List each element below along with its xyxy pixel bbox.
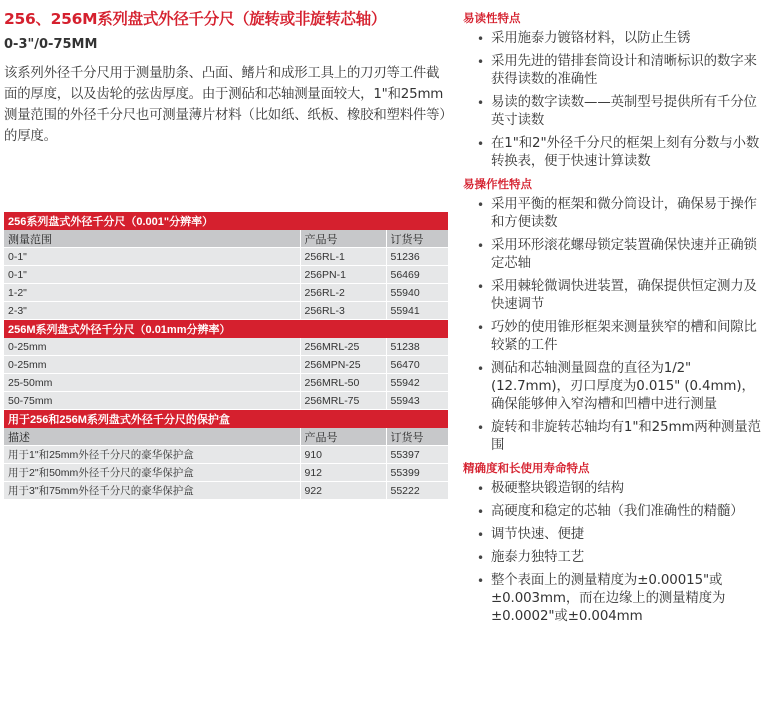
cell-range: 0-25mm (4, 356, 300, 374)
cell-order-no: 55943 (386, 392, 448, 410)
list-item: • 施泰力独特工艺 (463, 549, 763, 567)
list-item: • 高硬度和稳定的芯轴（我们准确性的精髓） (463, 503, 763, 521)
cell-product-no: 256PN-1 (300, 266, 386, 284)
list-item: • 采用环形滚花螺母锁定装置确保快速并正确锁定芯轴 (463, 237, 763, 273)
list-item: • 调节快速、便捷 (463, 526, 763, 544)
cell-description: 用于1"和25mm外径千分尺的豪华保护盒 (4, 446, 300, 464)
cell-product-no: 912 (300, 464, 386, 482)
cell-product-no: 256RL-1 (300, 248, 386, 266)
cell-range: 1-2" (4, 284, 300, 302)
operability-title: 易操作性特点 (463, 177, 532, 191)
section-title: 用于256和256M系列盘式外径千分尺的保护盒 (4, 410, 448, 429)
accuracy-title: 精确度和长使用寿命特点 (463, 461, 590, 475)
table-row (4, 338, 448, 356)
cell-order-no: 55397 (386, 446, 448, 464)
table-row (4, 356, 448, 374)
product-intro (4, 8, 452, 147)
list-item: • 旋转和非旋转芯轴均有1"和25mm两种测量范围 (463, 419, 763, 455)
cell-order-no: 55940 (386, 284, 448, 302)
cell-order-no: 55942 (386, 374, 448, 392)
cell-product-no: 256RL-3 (300, 302, 386, 320)
readability-title: 易读性特点 (463, 11, 521, 25)
cell-order-no: 55941 (386, 302, 448, 320)
table-row (4, 302, 448, 320)
cell-order-no: 51236 (386, 248, 448, 266)
cell-product-no: 910 (300, 446, 386, 464)
column-header-range: 测量范围 (4, 230, 300, 248)
cell-product-no: 922 (300, 482, 386, 500)
cell-product-no: 256RL-2 (300, 284, 386, 302)
readability-list (463, 30, 763, 171)
cell-order-no: 56470 (386, 356, 448, 374)
cell-order-no: 51238 (386, 338, 448, 356)
cell-range: 25-50mm (4, 374, 300, 392)
spec-table (4, 212, 448, 500)
section-header-256 (4, 212, 448, 230)
product-description: 该系列外径千分尺用于测量肋条、凸面、鳍片和成形工具上的刀刃等工件截面的厚度，以及齿轮的弦齿厚度。由于测砧和芯轴测量面较大，1"和25mm测量范围的外径千分尺也可测量薄片材料（比如纸、纸板、橡胶和塑料件等）的厚度。 (4, 66, 446, 144)
cell-product-no: 256MRL-75 (300, 392, 386, 410)
cell-order-no: 55399 (386, 464, 448, 482)
table-row (4, 446, 448, 464)
cell-description: 用于3"和75mm外径千分尺的豪华保护盒 (4, 482, 300, 500)
cell-product-no: 256MRL-25 (300, 338, 386, 356)
cell-product-no: 256MRL-50 (300, 374, 386, 392)
cell-order-no: 55222 (386, 482, 448, 500)
list-item: • 在1"和2"外径千分尺的框架上刻有分数与小数转换表，便于快速计算读数 (463, 135, 763, 171)
cell-product-no: 256MPN-25 (300, 356, 386, 374)
list-item: • 采用先进的错排套筒设计和清晰标识的数字来获得读数的准确性 (463, 53, 763, 89)
table-row (4, 248, 448, 266)
column-header-row (4, 428, 448, 446)
column-header-product-no: 产品号 (300, 428, 386, 446)
product-title: 256、256M系列盘式外径千分尺（旋转或非旋转芯轴） (4, 10, 387, 28)
table-row (4, 284, 448, 302)
table-row (4, 374, 448, 392)
table-row (4, 464, 448, 482)
table-row (4, 266, 448, 284)
cell-order-no: 56469 (386, 266, 448, 284)
list-item: • 采用平衡的框架和微分筒设计，确保易于操作和方便读数 (463, 196, 763, 232)
accuracy-list (463, 480, 763, 626)
column-header-product-no: 产品号 (300, 230, 386, 248)
features-column (463, 8, 763, 631)
list-item: • 整个表面上的测量精度为±0.00015"或±0.003mm，而在边缘上的测量精度为±0.0002"或±0.004mm (463, 572, 763, 626)
cell-range: 0-1" (4, 266, 300, 284)
list-item: • 测砧和芯轴测量圆盘的直径为1/2"(12.7mm)，刃口厚度为0.015" (0.4mm)，确保能够伸入窄沟槽和凹槽中进行测量 (463, 360, 763, 414)
cell-range: 2-3" (4, 302, 300, 320)
section-title: 256M系列盘式外径千分尺（0.01mm分辨率） (4, 320, 448, 339)
measurement-range: 0-3"/0-75MM (4, 37, 98, 52)
operability-list (463, 196, 763, 455)
section-title: 256系列盘式外径千分尺（0.001"分辨率） (4, 212, 448, 230)
table-row (4, 482, 448, 500)
list-item: • 巧妙的使用锥形框架来测量狭窄的槽和间隙比较紧的工件 (463, 319, 763, 355)
list-item: • 采用棘轮微调快进装置，确保提供恒定测力及快速调节 (463, 278, 763, 314)
cell-range: 0-1" (4, 248, 300, 266)
column-header-order-no: 订货号 (386, 428, 448, 446)
section-header-case (4, 410, 448, 429)
list-item: • 易读的数字读数——英制型号提供所有千分位英寸读数 (463, 94, 763, 130)
section-header-256m (4, 320, 448, 339)
list-item: • 极硬整块锻造钢的结构 (463, 480, 763, 498)
column-header-row (4, 230, 448, 248)
table-row (4, 392, 448, 410)
column-header-order-no: 订货号 (386, 230, 448, 248)
column-header-description: 描述 (4, 428, 300, 446)
cell-range: 50-75mm (4, 392, 300, 410)
cell-range: 0-25mm (4, 338, 300, 356)
cell-description: 用于2"和50mm外径千分尺的豪华保护盒 (4, 464, 300, 482)
list-item: • 采用施泰力镀铬材料，以防止生锈 (463, 30, 763, 48)
